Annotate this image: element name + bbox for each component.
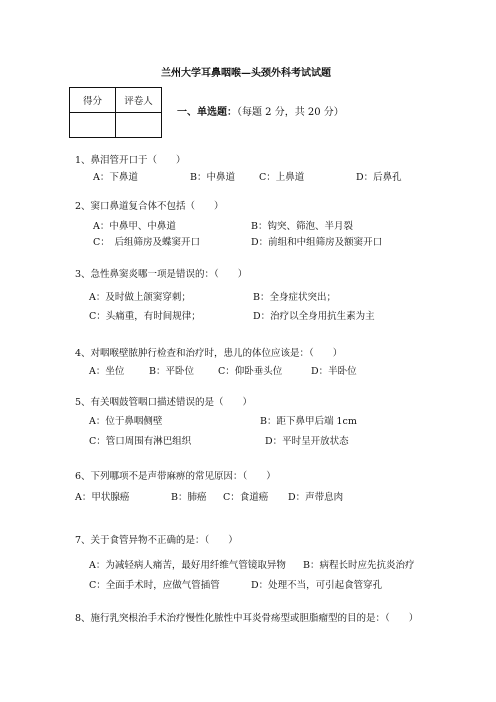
option-3c: C：头痛重，有时间规律； xyxy=(89,311,201,322)
score-table xyxy=(69,87,162,138)
option-2b: B：钩突、筛泡、半月裂 xyxy=(251,221,353,232)
option-7b: B：病程长时应先抗炎治疗 xyxy=(303,560,415,571)
question-5: 5、有关咽鼓管咽口描述错误的是（ ） xyxy=(75,397,253,408)
option-6b: B：肺癌 xyxy=(171,492,207,503)
question-4: 4、对咽喉壁脓肿行检查和治疗时，患儿的体位应该是：（ ） xyxy=(75,348,343,359)
option-5c: C：管口周围有淋巴组织 xyxy=(89,436,192,447)
option-6d: D：声带息肉 xyxy=(288,492,344,503)
exam-title: 兰州大学耳鼻咽喉—头颈外科考试试题 xyxy=(161,68,331,79)
option-5b: B：距下鼻甲后端 1cm xyxy=(260,416,357,427)
option-7a: A：为减轻病人痛苦，最好用纤维气管镜取异物 xyxy=(89,560,286,571)
option-1c: C：上鼻道 xyxy=(259,172,305,183)
option-4a: A：坐位 xyxy=(89,366,125,377)
section-title: 一、单选题： xyxy=(177,107,237,118)
score-header: 得分 xyxy=(70,88,116,113)
option-1d: D：后鼻孔 xyxy=(356,172,402,183)
option-2d: D：前组和中组筛房及额窦开口 xyxy=(251,237,383,248)
option-2c: C： 后组筛房及蝶窦开口 xyxy=(93,237,201,248)
section-note: （每题 2 分，共 20 分） xyxy=(237,107,344,118)
option-3d: D：治疗以全身用抗生素为主 xyxy=(253,311,375,322)
grader-cell xyxy=(116,113,162,138)
option-1a: A：下鼻道 xyxy=(93,172,138,183)
option-4c: C：仰卧垂头位 xyxy=(218,366,283,377)
option-2a: A：中鼻甲、中鼻道 xyxy=(93,221,176,232)
section-heading xyxy=(177,108,344,118)
option-4d: D：半卧位 xyxy=(311,366,357,377)
option-5d: D：平时呈开放状态 xyxy=(265,436,349,447)
question-7: 7、关于食管异物不正确的是：（ ） xyxy=(75,535,238,546)
grader-header: 评卷人 xyxy=(116,88,162,113)
option-6c: C：食道癌 xyxy=(223,492,269,503)
question-8: 8、施行乳突根治手术治疗慢性化脓性中耳炎骨疡型或胆脂瘤型的目的是：（ ） xyxy=(75,613,419,624)
option-7d: D：处理不当，可引起食管穿孔 xyxy=(251,580,383,591)
option-4b: B：平卧位 xyxy=(149,366,194,377)
question-1: 1、鼻泪管开口于（ ） xyxy=(75,155,186,166)
score-cell xyxy=(70,113,116,138)
option-3b: B：全身症状突出； xyxy=(253,292,336,303)
option-5a: A：位于鼻咽侧壁 xyxy=(89,416,163,427)
option-6a: A：甲状腺癌 xyxy=(75,492,130,503)
question-6: 6、下列哪项不是声带麻痹的常见原因：（ ） xyxy=(75,471,276,482)
question-2: 2、窦口鼻道复合体不包括（ ） xyxy=(75,201,224,212)
option-1b: B：中鼻道 xyxy=(190,172,235,183)
option-3a: A：及时做上颌窦穿刺； xyxy=(89,292,191,303)
option-7c: C：全面手术时，应做气管插管 xyxy=(89,580,220,591)
question-3: 3、急性鼻窦炎哪一项是错误的：（ ） xyxy=(75,269,248,280)
